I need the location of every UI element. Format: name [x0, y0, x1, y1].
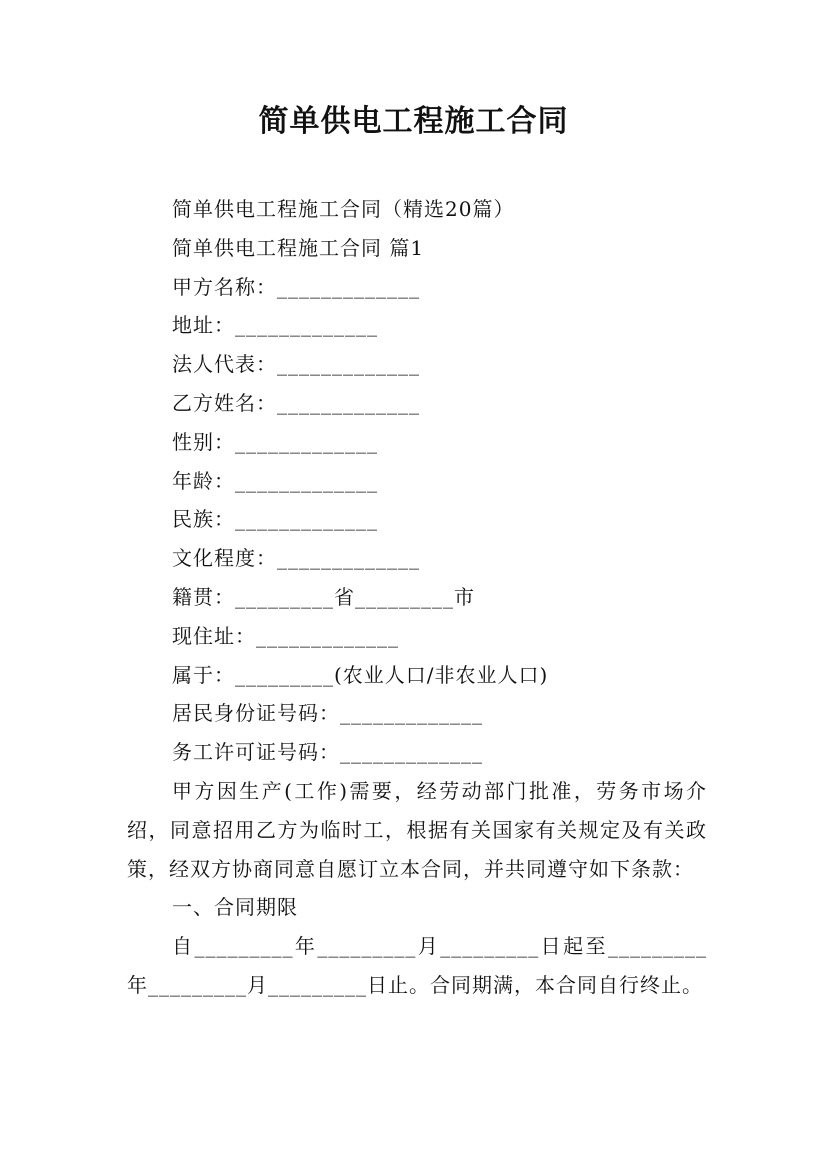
field-education: 文化程度：_____________	[172, 546, 420, 571]
field-gender: 性别：_____________	[172, 429, 378, 454]
field-ethnicity: 民族：_____________	[172, 507, 378, 532]
subtitle-line: 简单供电工程施工合同（精选20篇）	[172, 197, 515, 221]
field-work-permit-number: 务工许可证号码：_____________	[172, 740, 483, 765]
document-body	[127, 190, 707, 1005]
term-paragraph: 自_________年_________月_________日起至_________年_________月_________日止。合同期满，本合同自行终止。	[127, 934, 707, 997]
field-party-b-name: 乙方姓名：_____________	[172, 390, 420, 415]
section-heading-part1: 简单供电工程施工合同 篇1	[172, 235, 425, 260]
field-party-a-name: 甲方名称：_____________	[172, 274, 420, 299]
document-title: 简单供电工程施工合同	[258, 104, 569, 139]
field-legal-representative: 法人代表：_____________	[172, 352, 420, 377]
field-native-place: 籍贯：_________省_________市	[172, 584, 475, 609]
field-household-type: 属于：_________(农业人口/非农业人口)	[172, 662, 549, 687]
field-address: 地址：_____________	[172, 313, 378, 338]
field-current-address: 现住址：_____________	[172, 623, 399, 648]
section-heading-term: 一、合同期限	[172, 895, 298, 920]
field-id-number: 居民身份证号码：_____________	[172, 701, 483, 726]
intro-paragraph: 甲方因生产(工作)需要，经劳动部门批准，劳务市场介绍，同意招用乙方为临时工，根据有关国家有关规定及有关政策，经双方协商同意自愿订立本合同，并共同遵守如下条款：	[127, 778, 707, 881]
field-age: 年龄：_____________	[172, 468, 378, 493]
